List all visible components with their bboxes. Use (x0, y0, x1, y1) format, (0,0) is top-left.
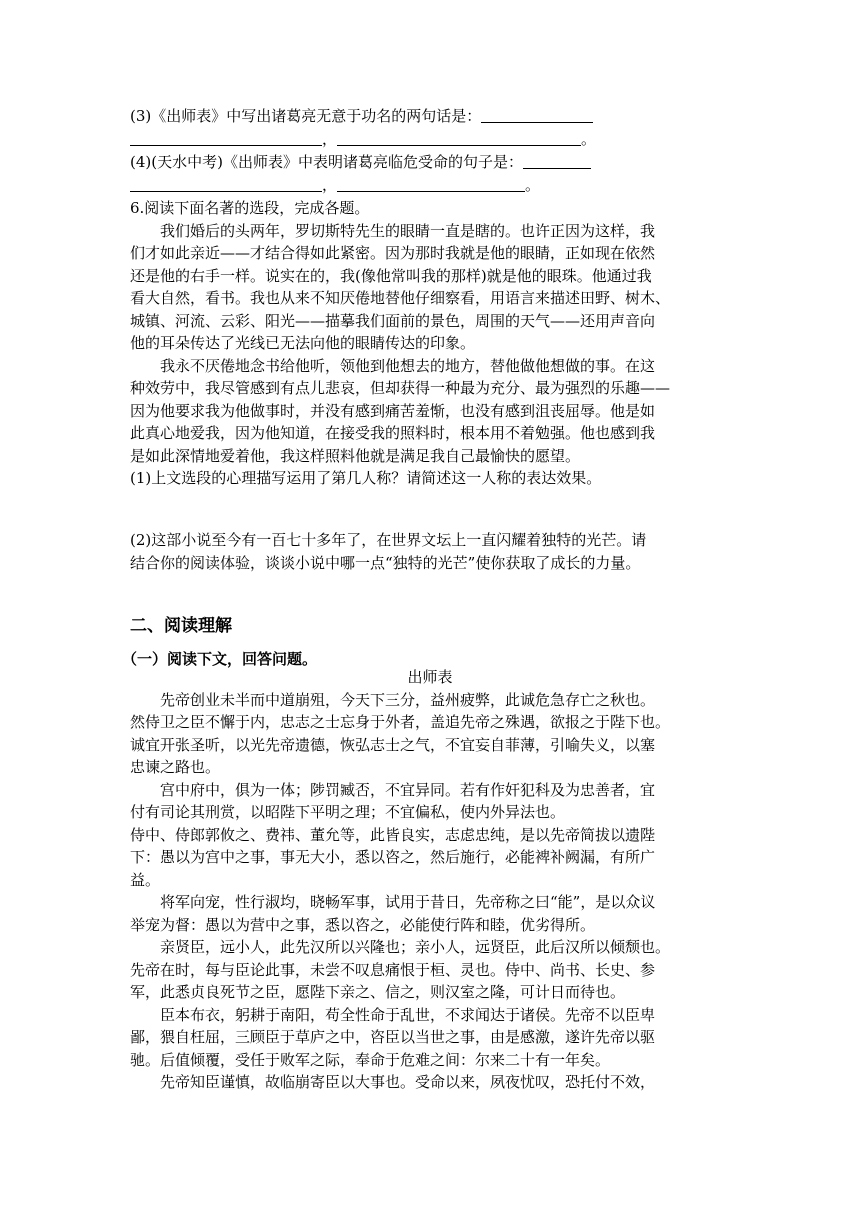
text-line: 此真心地爱我，因为他知道，在接受我的照料时，根本用不着勉强。他也感到我 (130, 424, 656, 442)
text-line: 然侍卫之臣不懈于内，忠志之士忘身于外者，盖追先帝之殊遇，欲报之于陛下也。 (130, 713, 671, 731)
reading-paragraph (130, 891, 730, 936)
text-line: 因为他要求我为他做事时，并没有感到痛苦羞惭，也没有感到沮丧屈辱。他是如 (130, 401, 656, 420)
question-3-prompt: (3)《出师表》中写出诸葛亮无意于功名的两句话是： (130, 107, 482, 125)
punctuation: 。 (581, 129, 597, 148)
section-2 (130, 614, 730, 638)
reading-text-body (130, 689, 730, 1094)
text-line: 我们婚后的头两年，罗切斯特先生的眼睛一直是瞎的。也许正因为这样，我 (160, 221, 656, 240)
text-line: 先帝知臣谨慎，故临崩寄臣以大事也。受命以来，夙夜忧叹，恐托付不效， (160, 1073, 656, 1091)
reading-paragraph (130, 1004, 730, 1072)
question-6 (130, 197, 730, 490)
text-line: 侍中、侍郎郭攸之、费祎、董允等，此皆良实，志虑忠纯，是以先帝简拔以遗陛 (130, 825, 656, 844)
text-line: 下：愚以为宫中之事，事无大小，悉以咨之，然后施行，必能裨补阙漏，有所广 (130, 848, 656, 866)
text-line: 是如此深情地爱着他，我这样照料他就是满足我自己最愉快的愿望。 (130, 446, 581, 465)
text-line: 们才如此亲近——才结合得如此紧密。因为那时我就是他的眼睛，正如现在依然 (130, 244, 656, 262)
text-line: 举宠为督：愚以为营中之事，悉以咨之，必能使行阵和睦，优劣得所。 (130, 915, 596, 934)
text-line: (2)这部小说至今有一百七十多年了，在世界文坛上一直闪耀着独特的光芒。请 (130, 531, 647, 549)
question-4 (130, 151, 730, 196)
reading-paragraph (130, 689, 730, 779)
question-6-sub-2 (130, 529, 730, 574)
answer-blank[interactable] (337, 176, 525, 192)
reading-paragraph (130, 1071, 730, 1094)
question-6-sub-1: (1)上文选段的心理描写运用了第几人称？请简述这一人称的表达效果。 (130, 469, 602, 487)
text-line: 先帝创业未半而中道崩殂，今天下三分，益州疲弊，此诚危急存亡之秋也。 (160, 690, 656, 709)
question-6-title: 6.阅读下面名著的选段，完成各题。 (130, 199, 370, 217)
text-line: 结合你的阅读体验，谈谈小说中哪一点“独特的光芒”使你获取了成长的力量。 (130, 553, 641, 572)
text-line: 忠谏之路也。 (130, 758, 221, 776)
text-line: 驰。后值倾覆，受任于败军之际，奉命于危难之间：尔来二十有一年矣。 (130, 1050, 611, 1069)
section-heading: 二、阅读理解 (130, 616, 232, 636)
answer-blank[interactable] (481, 107, 593, 123)
answer-blank[interactable] (337, 130, 581, 146)
reading-text (130, 666, 730, 1094)
excerpt-paragraph-1 (130, 220, 730, 355)
punctuation: ， (322, 129, 338, 148)
answer-blank[interactable] (130, 176, 322, 192)
reading-paragraph (130, 779, 730, 824)
text-line: 种效劳中，我尽管感到有点儿悲哀，但却获得一种最为充分、最为强烈的乐趣—— (130, 379, 671, 397)
answer-blank[interactable] (523, 153, 591, 169)
text-line: 鄙，猥自枉屈，三顾臣于草庐之中，咨臣以当世之事，由是感激，遂许先帝以驱 (130, 1028, 656, 1046)
text-line: 亲贤臣，远小人，此先汉所以兴隆也；亲小人，远贤臣，此后汉所以倾颓也。 (160, 938, 671, 956)
text-line: 军，此悉贞良死节之臣，愿陛下亲之、信之，则汉室之隆，可计日而待也。 (130, 983, 626, 1001)
reading-paragraph (130, 936, 730, 1004)
text-line: 诚宜开张圣听，以光先帝遗德，恢弘志士之气，不宜妄自菲薄，引喻失义，以塞 (130, 735, 656, 754)
text-line: 付有司论其刑赏，以昭陛下平明之理；不宜偏私，使内外异法也。 (130, 803, 566, 821)
text-line: 他的耳朵传达了光线已无法向他的眼睛传达的印象。 (130, 334, 476, 352)
reading-paragraph (130, 824, 730, 892)
text-line: 还是他的右手一样。说实在的，我(像他常叫我的那样)就是他的眼珠。他通过我 (130, 266, 652, 285)
question-4-prompt: (4)(天水中考)《出师表》中表明诸葛亮临危受命的句子是： (130, 153, 523, 171)
punctuation: ， (322, 175, 338, 194)
answer-blank[interactable] (130, 130, 322, 146)
reading-text-title: 出师表 (407, 668, 453, 686)
text-line: 宫中府中，俱为一体；陟罚臧否，不宜异同。若有作奸犯科及为忠善者，宜 (160, 780, 656, 799)
text-line: 益。 (130, 870, 161, 889)
text-line: 看大自然，看书。我也从来不知厌倦地替他仔细察看，用语言来描述田野、树木、 (130, 289, 671, 307)
text-line: 我永不厌倦地念书给他听，领他到他想去的地方，替他做他想做的事。在这 (160, 356, 656, 375)
text-line: 城镇、河流、云彩、阳光——描摹我们面前的景色，周围的天气——还用声音向 (130, 311, 656, 330)
excerpt-paragraph-2 (130, 355, 730, 468)
subsection-heading-text: （一）阅读下文，回答问题。 (122, 650, 318, 668)
text-line: 将军向宠，性行淑均，晓畅军事，试用于昔日，先帝称之曰“能”，是以众议 (160, 893, 656, 911)
punctuation: 。 (525, 175, 541, 194)
text-line: 臣本布衣，躬耕于南阳，苟全性命于乱世，不求闻达于诸侯。先帝不以臣卑 (160, 1005, 656, 1024)
text-line: 先帝在时，每与臣论此事，未尝不叹息痛恨于桓、灵也。侍中、尚书、长史、参 (130, 960, 656, 979)
question-3 (130, 105, 730, 150)
